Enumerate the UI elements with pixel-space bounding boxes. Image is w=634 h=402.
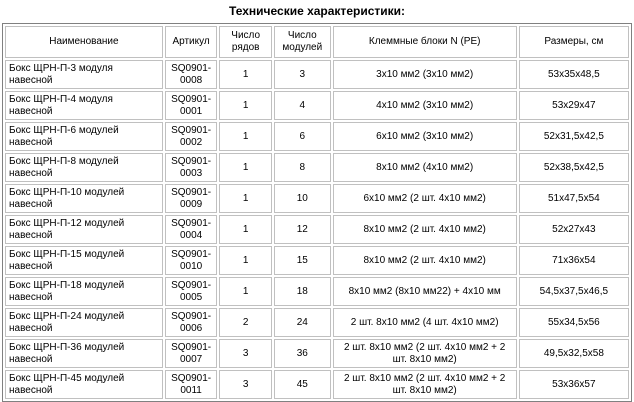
cell-modules-count: 36 bbox=[274, 339, 331, 368]
header-article: Артикул bbox=[165, 26, 218, 58]
cell-rows-count: 3 bbox=[219, 339, 272, 368]
table-row bbox=[5, 184, 629, 213]
cell-rows-count: 1 bbox=[219, 122, 272, 151]
header-row bbox=[5, 26, 629, 58]
cell-terminals: 2 шт. 8x10 мм2 (2 шт. 4x10 мм2 + 2 шт. 8x10 мм2) bbox=[333, 339, 517, 368]
header-size: Размеры, см bbox=[519, 26, 629, 58]
cell-size: 71x36x54 bbox=[519, 246, 629, 275]
cell-article: SQ0901-0011 bbox=[165, 370, 218, 399]
cell-modules-count: 8 bbox=[274, 153, 331, 182]
cell-rows-count: 1 bbox=[219, 277, 272, 306]
cell-modules-count: 10 bbox=[274, 184, 331, 213]
table-row bbox=[5, 277, 629, 306]
cell-modules-count: 18 bbox=[274, 277, 331, 306]
cell-name: Бокс ЩРН-П-4 модуля навесной bbox=[5, 91, 163, 120]
cell-name: Бокс ЩРН-П-10 модулей навесной bbox=[5, 184, 163, 213]
cell-terminals: 8x10 мм2 (2 шт. 4x10 мм2) bbox=[333, 215, 517, 244]
header-modules-count: Число модулей bbox=[274, 26, 331, 58]
cell-size: 53x35x48,5 bbox=[519, 60, 629, 89]
cell-modules-count: 4 bbox=[274, 91, 331, 120]
cell-size: 52x31,5x42,5 bbox=[519, 122, 629, 151]
specs-table bbox=[2, 23, 632, 402]
cell-size: 51x47,5x54 bbox=[519, 184, 629, 213]
cell-article: SQ0901-0007 bbox=[165, 339, 218, 368]
cell-terminals: 3x10 мм2 (3x10 мм2) bbox=[333, 60, 517, 89]
cell-modules-count: 12 bbox=[274, 215, 331, 244]
cell-name: Бокс ЩРН-П-18 модулей навесной bbox=[5, 277, 163, 306]
page-title: Технические характеристики: bbox=[228, 4, 405, 18]
cell-rows-count: 1 bbox=[219, 184, 272, 213]
cell-name: Бокс ЩРН-П-8 модулей навесной bbox=[5, 153, 163, 182]
cell-name: Бокс ЩРН-П-15 модулей навесной bbox=[5, 246, 163, 275]
cell-article: SQ0901-0002 bbox=[165, 122, 218, 151]
cell-terminals: 2 шт. 8x10 мм2 (4 шт. 4x10 мм2) bbox=[333, 308, 517, 337]
table-row bbox=[5, 370, 629, 399]
cell-article: SQ0901-0006 bbox=[165, 308, 218, 337]
cell-rows-count: 1 bbox=[219, 60, 272, 89]
cell-terminals: 4x10 мм2 (3x10 мм2) bbox=[333, 91, 517, 120]
cell-name: Бокс ЩРН-П-45 модулей навесной bbox=[5, 370, 163, 399]
cell-article: SQ0901-0009 bbox=[165, 184, 218, 213]
table-row bbox=[5, 215, 629, 244]
cell-modules-count: 3 bbox=[274, 60, 331, 89]
header-name: Наименование bbox=[5, 26, 163, 58]
cell-article: SQ0901-0010 bbox=[165, 246, 218, 275]
cell-size: 53x36x57 bbox=[519, 370, 629, 399]
cell-terminals: 8x10 мм2 (4x10 мм2) bbox=[333, 153, 517, 182]
cell-rows-count: 3 bbox=[219, 370, 272, 399]
table-row bbox=[5, 339, 629, 368]
cell-rows-count: 1 bbox=[219, 246, 272, 275]
table-row bbox=[5, 60, 629, 89]
cell-modules-count: 45 bbox=[274, 370, 331, 399]
cell-rows-count: 2 bbox=[219, 308, 272, 337]
cell-terminals: 8x10 мм2 (8x10 мм22) + 4x10 мм bbox=[333, 277, 517, 306]
cell-modules-count: 24 bbox=[274, 308, 331, 337]
table-row bbox=[5, 308, 629, 337]
cell-terminals: 6x10 мм2 (2 шт. 4x10 мм2) bbox=[333, 184, 517, 213]
cell-size: 53x29x47 bbox=[519, 91, 629, 120]
cell-terminals: 2 шт. 8x10 мм2 (2 шт. 4x10 мм2 + 2 шт. 8x10 мм2) bbox=[333, 370, 517, 399]
cell-size: 52x38,5x42,5 bbox=[519, 153, 629, 182]
table-row bbox=[5, 246, 629, 275]
cell-terminals: 8x10 мм2 (2 шт. 4x10 мм2) bbox=[333, 246, 517, 275]
cell-article: SQ0901-0004 bbox=[165, 215, 218, 244]
cell-article: SQ0901-0005 bbox=[165, 277, 218, 306]
table-row bbox=[5, 122, 629, 151]
cell-name: Бокс ЩРН-П-3 модуля навесной bbox=[5, 60, 163, 89]
cell-size: 54,5x37,5x46,5 bbox=[519, 277, 629, 306]
cell-modules-count: 6 bbox=[274, 122, 331, 151]
cell-size: 52x27x43 bbox=[519, 215, 629, 244]
header-terminals: Клеммные блоки N (PE) bbox=[333, 26, 517, 58]
cell-article: SQ0901-0003 bbox=[165, 153, 218, 182]
table-row bbox=[5, 91, 629, 120]
specs-table-body bbox=[5, 26, 629, 399]
cell-size: 55x34,5x56 bbox=[519, 308, 629, 337]
cell-rows-count: 1 bbox=[219, 153, 272, 182]
cell-name: Бокс ЩРН-П-6 модулей навесной bbox=[5, 122, 163, 151]
cell-name: Бокс ЩРН-П-24 модулей навесной bbox=[5, 308, 163, 337]
cell-article: SQ0901-0001 bbox=[165, 91, 218, 120]
cell-modules-count: 15 bbox=[274, 246, 331, 275]
cell-name: Бокс ЩРН-П-12 модулей навесной bbox=[5, 215, 163, 244]
cell-name: Бокс ЩРН-П-36 модулей навесной bbox=[5, 339, 163, 368]
cell-terminals: 6x10 мм2 (3x10 мм2) bbox=[333, 122, 517, 151]
cell-rows-count: 1 bbox=[219, 215, 272, 244]
header-rows-count: Число рядов bbox=[219, 26, 272, 58]
cell-article: SQ0901-0008 bbox=[165, 60, 218, 89]
table-row bbox=[5, 153, 629, 182]
cell-rows-count: 1 bbox=[219, 91, 272, 120]
cell-size: 49,5x32,5x58 bbox=[519, 339, 629, 368]
